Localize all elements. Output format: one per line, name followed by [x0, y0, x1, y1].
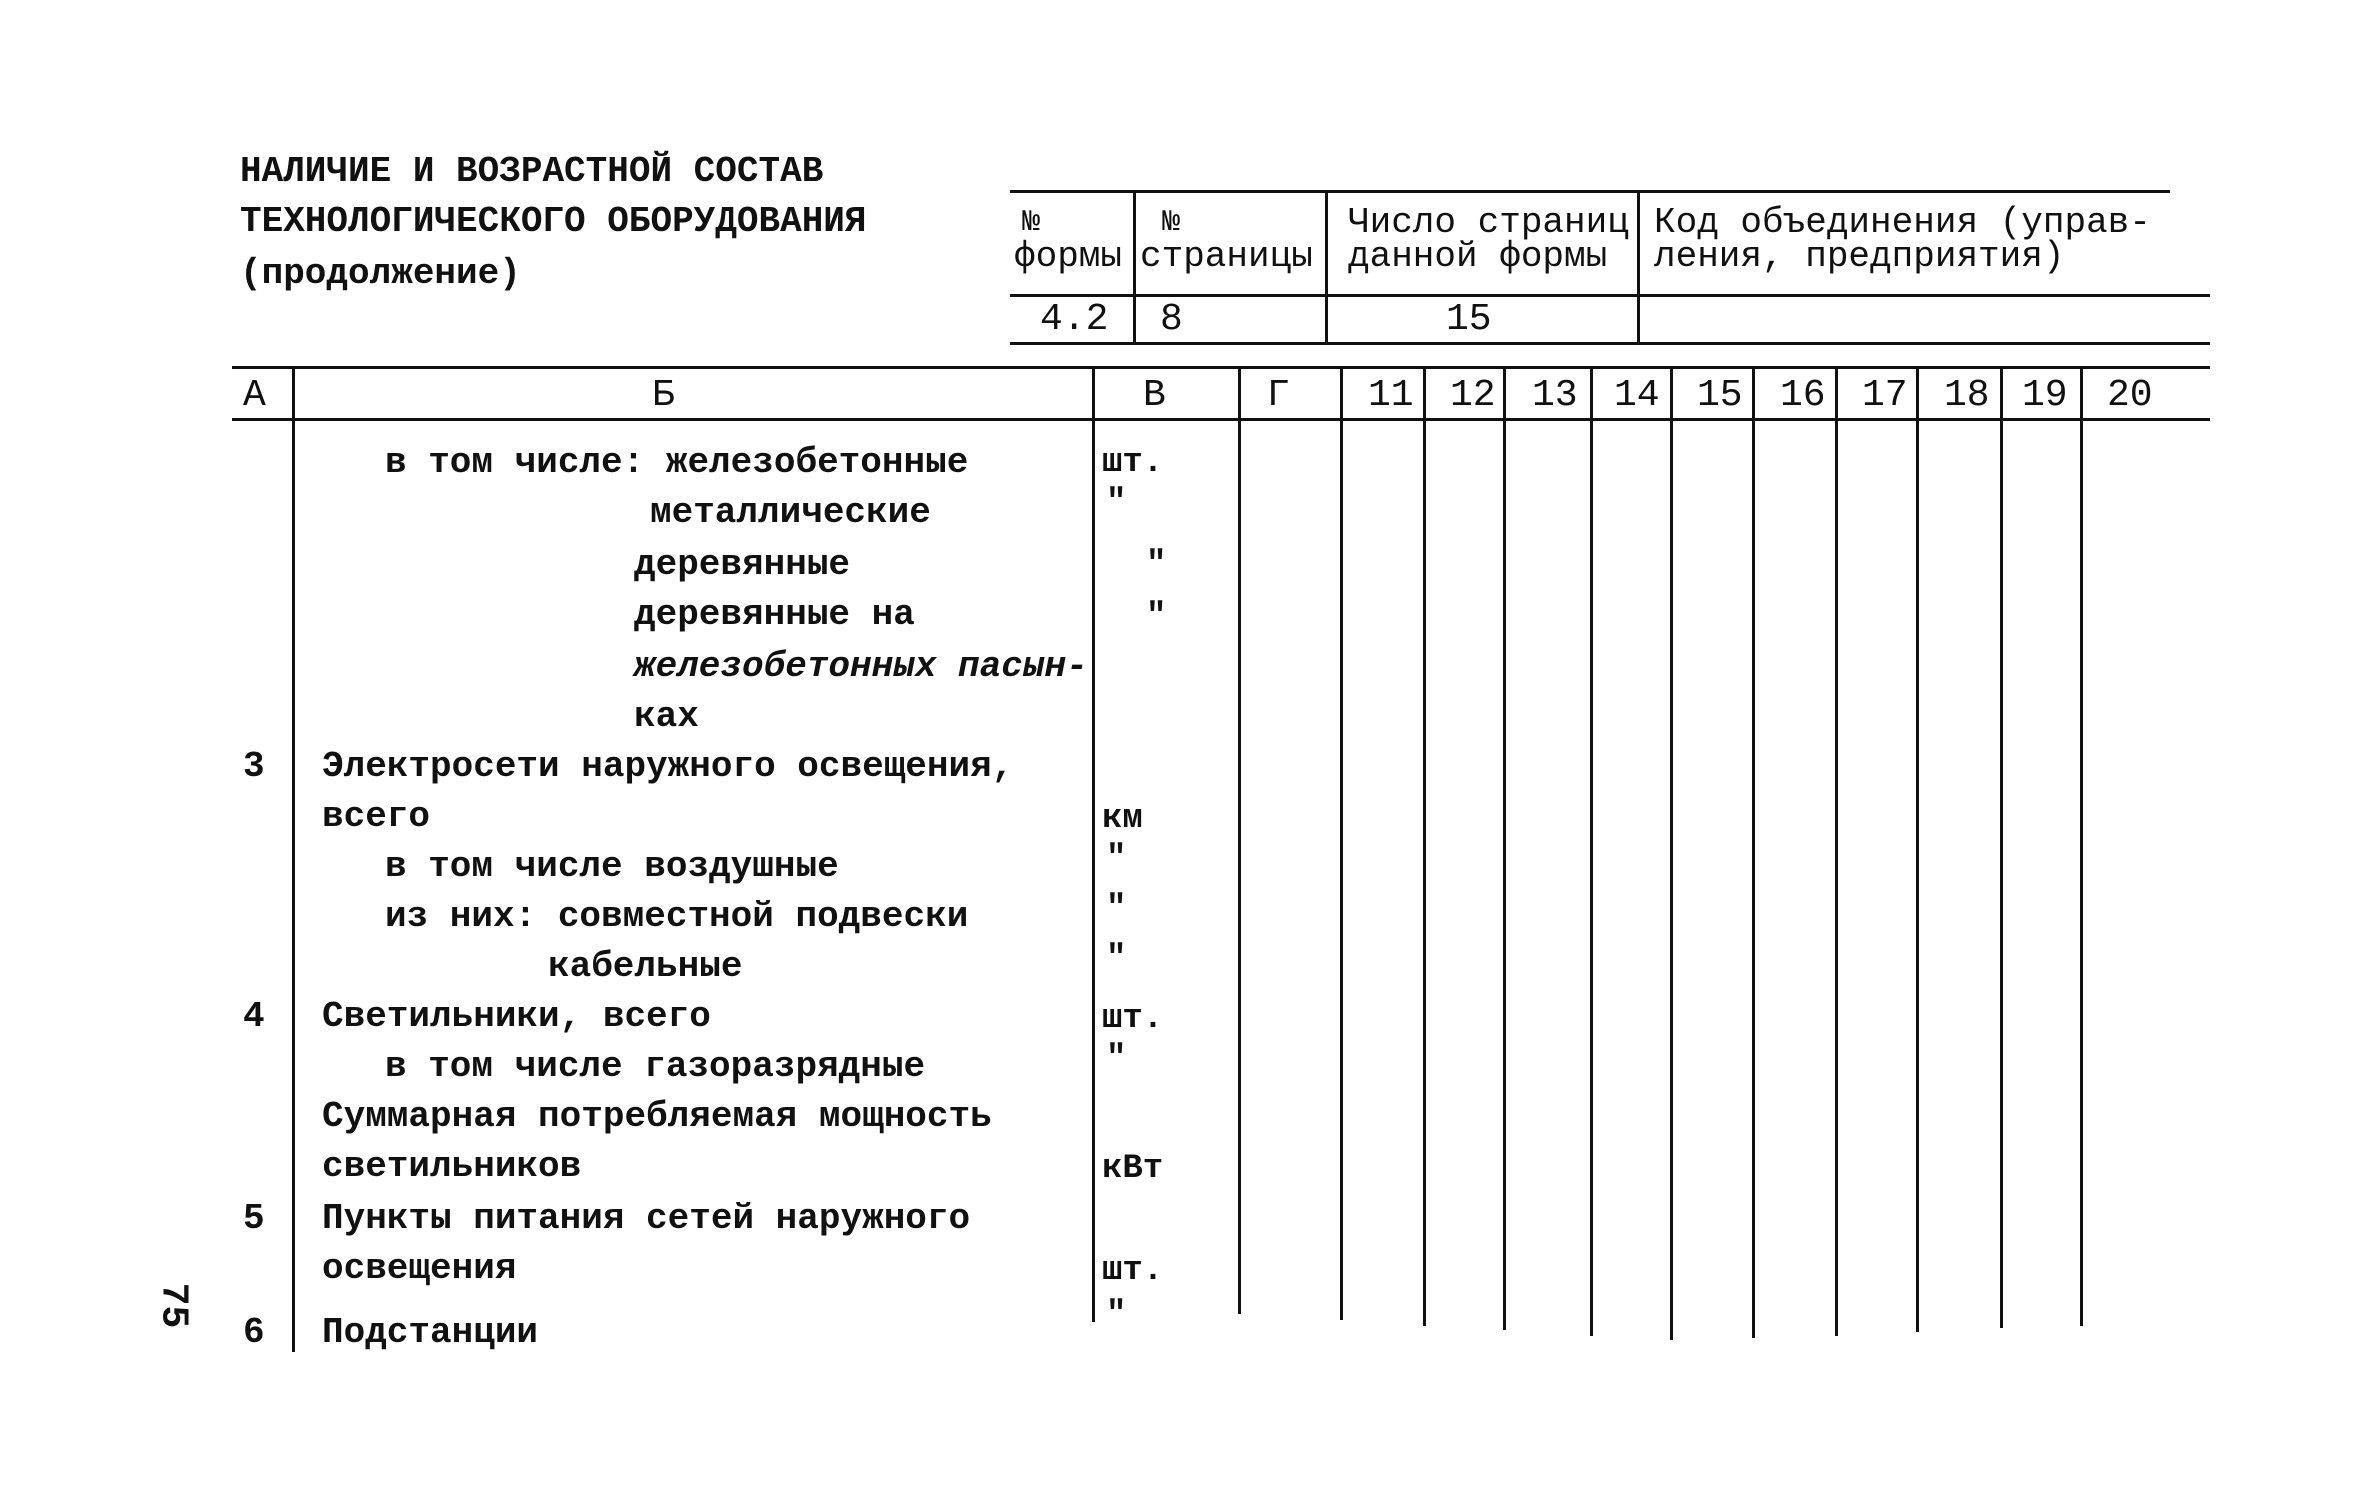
row-unit: ": [1106, 1296, 1127, 1334]
info-top-line: [1010, 190, 2170, 193]
col-header-g: Г: [1267, 374, 1290, 417]
page-no-value: 8: [1160, 298, 1183, 341]
table-header-bottom-line: [232, 418, 2210, 421]
col-header-19: 19: [2022, 374, 2068, 417]
row-text: железобетонных пасын-: [634, 646, 1088, 687]
col-divider-g: [1340, 366, 1343, 1320]
row-text: ках: [634, 696, 699, 737]
row-unit: ": [1106, 890, 1127, 928]
page-no-label-sign: №: [1162, 206, 1181, 240]
row-text: в том числе: железобетонные: [385, 442, 969, 483]
row-number: 3: [243, 746, 265, 787]
row-unit: шт.: [1102, 1000, 1164, 1038]
col-divider-12: [1503, 366, 1506, 1330]
col-divider-19: [2080, 366, 2083, 1326]
row-unit: ": [1106, 840, 1127, 878]
row-text: в том числе газоразрядные: [385, 1046, 926, 1087]
col-header-15: 15: [1697, 374, 1743, 417]
row-text: Пункты питания сетей наружного: [322, 1198, 971, 1239]
col-divider-b: [1092, 366, 1095, 1322]
page-number: 75: [151, 1282, 195, 1329]
form-no-label-sign: №: [1022, 206, 1041, 240]
col-divider-18: [2000, 366, 2003, 1328]
col-divider-17: [1916, 366, 1919, 1332]
form-title-line-1: НАЛИЧИЕ И ВОЗРАСТНОЙ СОСТАВ: [240, 151, 824, 192]
col-divider-v: [1238, 366, 1241, 1314]
row-unit: шт.: [1102, 1252, 1164, 1290]
col-header-20: 20: [2107, 374, 2153, 417]
row-unit: кВт: [1102, 1150, 1164, 1188]
row-unit: шт.: [1102, 444, 1164, 482]
info-divider-2: [1325, 190, 1328, 342]
org-code-label-1: Код объединения (управ-: [1654, 202, 2151, 243]
form-title-line-3: (продолжение): [240, 253, 521, 294]
info-mid-line: [1010, 294, 2210, 297]
row-text: Суммарная потребляемая мощность: [322, 1096, 992, 1137]
col-header-b: Б: [652, 374, 675, 417]
info-bottom-line: [1010, 342, 2210, 345]
row-unit: км: [1102, 800, 1143, 838]
pages-count-label-1: Число страниц: [1348, 202, 1629, 243]
row-text: всего: [322, 796, 431, 837]
col-header-18: 18: [1944, 374, 1990, 417]
row-number: 6: [243, 1312, 265, 1353]
table-top-line: [232, 366, 2210, 369]
col-divider-14: [1670, 366, 1673, 1340]
row-unit: ": [1146, 598, 1167, 636]
row-text: Электросети наружного освещения,: [322, 746, 1014, 787]
col-divider-13: [1590, 366, 1593, 1336]
col-header-12: 12: [1450, 374, 1496, 417]
col-divider-a: [292, 366, 295, 1352]
row-text: металлические: [650, 492, 931, 533]
org-code-label-2: ления, предприятия): [1654, 236, 2065, 277]
row-text: деревянные: [634, 544, 851, 585]
col-header-11: 11: [1368, 374, 1414, 417]
col-divider-11: [1423, 366, 1426, 1326]
col-header-v: В: [1143, 374, 1166, 417]
col-divider-16: [1835, 366, 1838, 1336]
row-text: Подстанции: [322, 1312, 539, 1353]
row-unit: ": [1106, 484, 1127, 522]
col-divider-15: [1752, 366, 1755, 1338]
row-text: кабельные: [548, 946, 743, 987]
row-unit: ": [1106, 1040, 1127, 1078]
row-number: 4: [243, 996, 265, 1037]
form-title-line-2: ТЕХНОЛОГИЧЕСКОГО ОБОРУДОВАНИЯ: [240, 201, 867, 242]
row-text: освещения: [322, 1248, 517, 1289]
pages-count-label-2: данной формы: [1348, 236, 1608, 277]
col-header-13: 13: [1532, 374, 1578, 417]
row-unit: ": [1146, 546, 1167, 584]
info-divider-3: [1637, 190, 1640, 342]
col-header-17: 17: [1862, 374, 1908, 417]
row-number: 5: [243, 1198, 265, 1239]
info-divider-1: [1133, 190, 1136, 342]
row-unit: ": [1106, 940, 1127, 978]
col-header-a: А: [243, 374, 266, 417]
row-text: из них: совместной подвески: [385, 896, 969, 937]
pages-count-value: 15: [1446, 298, 1492, 341]
form-no-value: 4.2: [1040, 298, 1109, 341]
row-text: в том числе воздушные: [385, 846, 839, 887]
row-text: деревянные на: [634, 594, 915, 635]
row-text: Светильники, всего: [322, 996, 711, 1037]
form-no-label: формы: [1014, 236, 1123, 277]
row-text: светильников: [322, 1146, 582, 1187]
page-no-label: страницы: [1140, 236, 1313, 277]
col-header-14: 14: [1614, 374, 1660, 417]
col-header-16: 16: [1780, 374, 1826, 417]
